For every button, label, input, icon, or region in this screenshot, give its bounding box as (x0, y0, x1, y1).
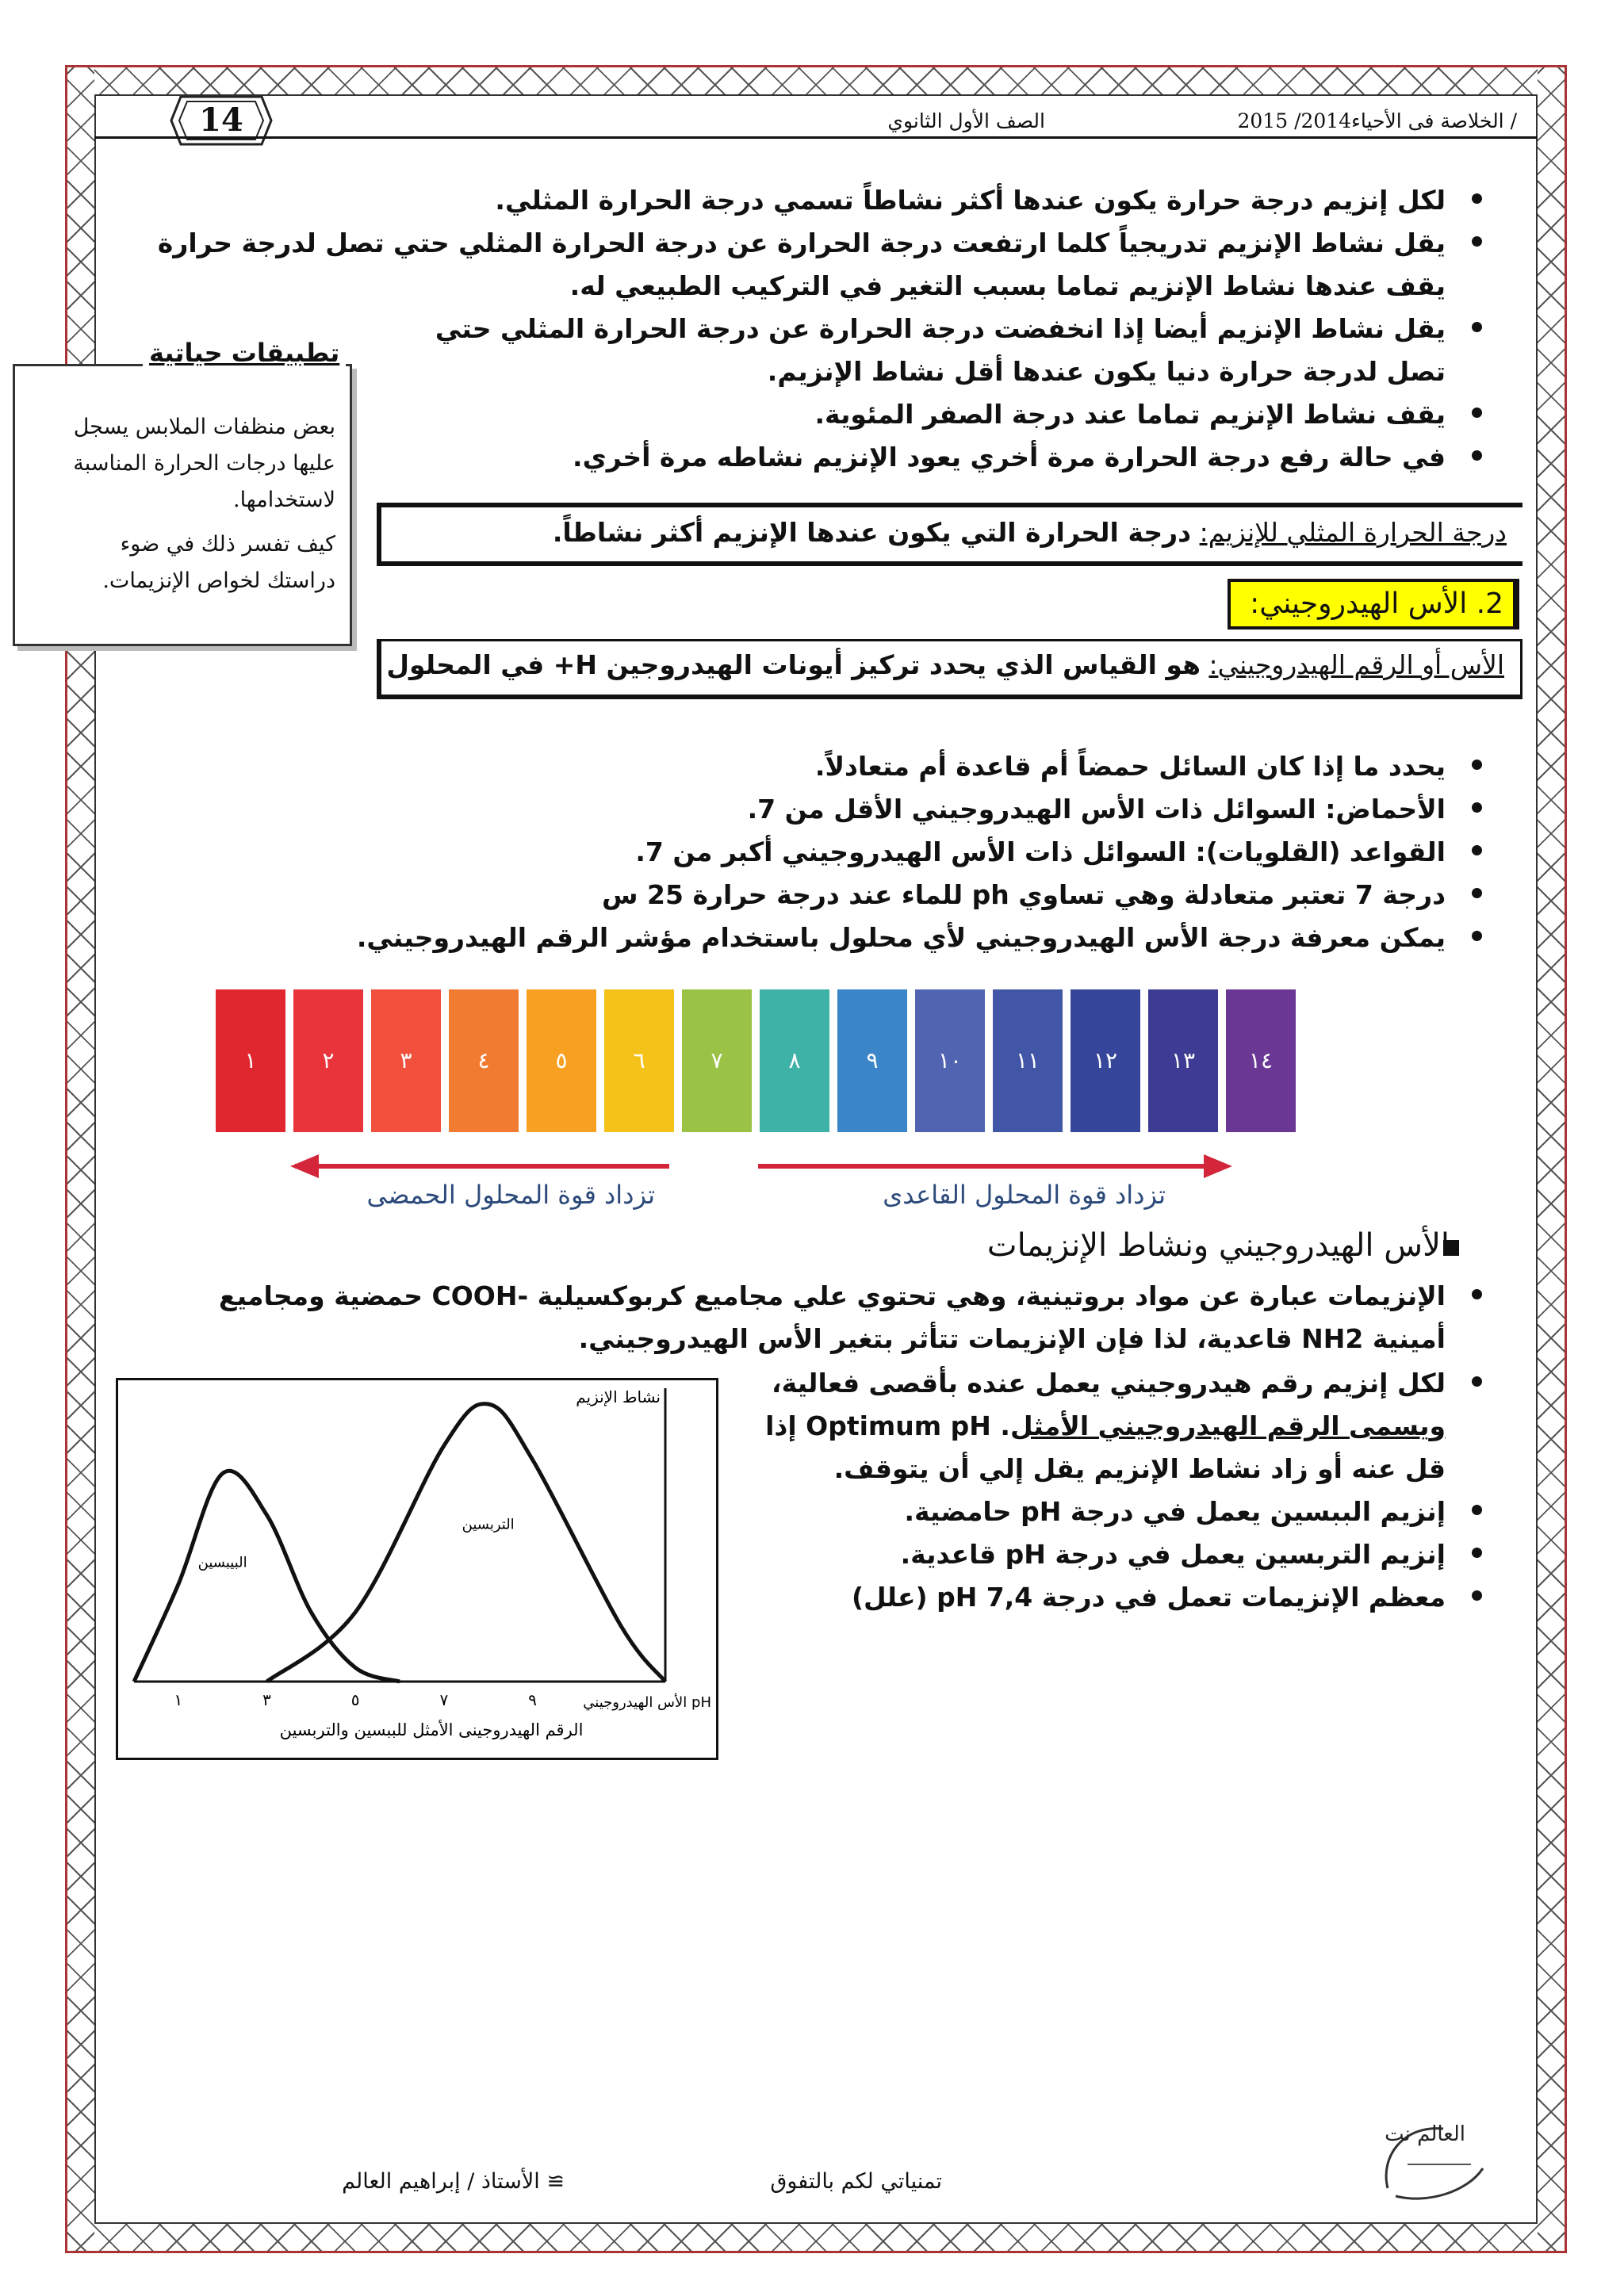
list-item: درجة 7 تعتبر متعادلة وهي تساوي ph للماء عند درجة حرارة 25 س (145, 874, 1446, 916)
ph-cell: ١٤ (1226, 989, 1296, 1132)
life-applications-title: تطبيقات حياتية (143, 338, 346, 368)
book-title: / الخلاصة فى الأحياء2014/ 2015 (1237, 109, 1517, 132)
ph-definition (377, 639, 1522, 699)
x-tick-label: ٧ (439, 1690, 449, 1709)
ph-cell: ١ (216, 989, 285, 1132)
enzyme-bullets-intro (145, 1275, 1446, 1360)
footer-wish: تمنياتي لكم بالتفوق (770, 2169, 942, 2194)
bullet-icon (1472, 408, 1482, 418)
list-item: الأحماض: السوائل ذات الأس الهيدروجيني الأقل من 7. (145, 788, 1446, 831)
ph-cell: ٨ (760, 989, 829, 1132)
definition-text: هو القياس الذي يحدد تركيز أيونات الهيدروجين H+ في المحلول (386, 649, 1201, 680)
section-heading: الأس الهيدروجيني ونشاط الإنزيمات (986, 1227, 1450, 1264)
bullet-icon (1472, 845, 1482, 855)
list-item: يقل نشاط الإنزيم أيضا إذا انخفضت درجة الحرارة عن درجة الحرارة المثلي حتي تصل لدرجة حرارة دنيا يكون عندها أقل نشاط الإنزيم. (145, 308, 1446, 393)
list-item: لكل إنزيم رقم هيدروجيني يعمل عنده بأقصى فعالية، ويسمى الرقم الهيدروجيني الأمثل. Optimum pH إذا قل عنه أو زاد نشاط الإنزيم يقل إلي أن يتوقف. (581, 1362, 1446, 1490)
ph-cell: ٢ (293, 989, 363, 1132)
list-item: القواعد (القلويات): السوائل ذات الأس الهيدروجيني أكبر من 7. (145, 831, 1446, 874)
x-tick-label: ١ (174, 1690, 183, 1709)
side-box-line: عليها درجات الحرارة المناسبة (73, 451, 335, 476)
list-item: الإنزيمات عبارة عن مواد بروتينية، وهي تحتوي علي مجاميع كربوكسيلية -COOH حمضية ومجاميع أمينية NH2 قاعدية، لذا فإن الإنزيمات تتأثر بتغير الأس الهيدروجيني. (145, 1275, 1446, 1360)
signature-text: العالم نت (1385, 2122, 1465, 2146)
definition-term: الأس أو الرقم الهيدروجيني: (1208, 649, 1504, 680)
bullet-icon (1472, 1289, 1482, 1299)
definition-text: درجة الحرارة التي يكون عندها الإنزيم أكثر نشاطاً. (552, 517, 1192, 548)
acid-arrow (295, 1164, 669, 1169)
bullet-icon (1472, 450, 1482, 461)
list-item: يحدد ما إذا كان السائل حمضاً أم قاعدة أم متعادلاً. (145, 745, 1446, 788)
x-tick-label: ٩ (528, 1690, 537, 1709)
bullet-icon (1472, 760, 1482, 770)
bullet-icon (1472, 931, 1482, 941)
bullet-icon (1472, 888, 1482, 898)
list-item: إنزيم التربسين يعمل في درجة pH قاعدية. (581, 1533, 1446, 1576)
border-pattern-bottom (67, 2224, 1565, 2251)
chart-plot (118, 1380, 716, 1758)
ph-cell: ١٢ (1071, 989, 1140, 1132)
ph-cell: ٥ (527, 989, 596, 1132)
base-arrow (758, 1164, 1210, 1169)
bullet-icon (1472, 1590, 1482, 1601)
signature-logo (1372, 2093, 1491, 2212)
list-item: لكل إنزيم درجة حرارة يكون عندها أكثر نشاطاً تسمي درجة الحرارة المثلي. (145, 179, 1446, 222)
ph-cell: ١٣ (1148, 989, 1218, 1132)
chart-caption: الرقم الهيدروجينى الأمثل للببسين والتربسين (279, 1720, 584, 1739)
ph-bullets (145, 745, 1446, 959)
ph-cell: ٦ (604, 989, 674, 1132)
list-item: يمكن معرفة درجة الأس الهيدروجيني لأي محلول باستخدام مؤشر الرقم الهيدروجيني. (145, 916, 1446, 959)
y-axis-label: نشاط الإنزيم (576, 1387, 661, 1406)
optimum-temperature-definition (377, 503, 1522, 566)
definition-term: درجة الحرارة المثلي للإنزيم: (1199, 517, 1507, 548)
side-box-line: لاستخدامها. (233, 488, 335, 512)
bullet-icon (1472, 193, 1482, 204)
grade-label: الصف الأول الثانوي (887, 109, 1045, 132)
series-line-trypsin (267, 1404, 666, 1682)
signature-icon (1372, 2093, 1491, 2212)
series-line-pepsin (134, 1471, 400, 1682)
ph-cell: ١١ (993, 989, 1063, 1132)
base-caption: تزداد قوة المحلول القاعدى (883, 1180, 1166, 1210)
arrow-left-icon (290, 1154, 319, 1178)
footer-teacher: ≅ الأستاذ / إبراهيم العالم (342, 2169, 565, 2194)
ph-cell: ٩ (837, 989, 907, 1132)
arrow-right-icon (1204, 1154, 1232, 1178)
x-tick-label: ٥ (350, 1690, 360, 1709)
bullet-icon (1472, 236, 1482, 247)
optimum-ph-term: ويسمى الرقم الهيدروجيني الأمثل (1009, 1410, 1446, 1441)
border-pattern-right (1538, 67, 1565, 2251)
ph-cell: ٧ (682, 989, 752, 1132)
ph-cell: ٣ (371, 989, 441, 1132)
series-label: التربسين (462, 1516, 515, 1533)
side-box-line: كيف تفسر ذلك في ضوء (120, 532, 335, 557)
section-2-title: 2. الأس الهيدروجيني: (1228, 579, 1519, 629)
ph-cell: ١٠ (915, 989, 985, 1132)
acid-caption: تزداد قوة المحلول الحمضى (366, 1180, 655, 1210)
bullet-icon (1472, 1505, 1482, 1515)
bullet-icon (1472, 802, 1482, 813)
bullet-icon (1472, 322, 1482, 332)
list-item: يقف نشاط الإنزيم تماما عند درجة الصفر المئوية. (145, 393, 1446, 436)
x-tick-label: ٣ (262, 1690, 271, 1709)
x-axis-label: الأس الهيدروجيني pH (583, 1694, 711, 1711)
series-label: البيبسين (197, 1554, 247, 1571)
ph-cell: ٤ (449, 989, 519, 1132)
enzyme-ph-chart (116, 1378, 718, 1760)
border-pattern-top (67, 67, 1565, 94)
bullet-icon (1472, 1376, 1482, 1387)
header-rule (94, 136, 1538, 139)
side-box-line: بعض منظفات الملابس يسجل (73, 415, 335, 439)
side-box-line: دراستك لخواص الإنزيمات. (102, 568, 335, 593)
list-item: يقل نشاط الإنزيم تدريجياً كلما ارتفعت درجة الحرارة عن درجة الحرارة المثلي حتي تصل لدرجة حرارة يقف عندها نشاط الإنزيم تماما بسبب التغير في التركيب الطبيعي له. (145, 222, 1446, 308)
bullet-icon (1472, 1548, 1482, 1558)
life-applications-box (13, 364, 352, 646)
list-item: في حالة رفع درجة الحرارة مرة أخري يعود الإنزيم نشاطه مرة أخري. (145, 436, 1446, 479)
list-item: إنزيم الببسين يعمل في درجة pH حامضية. (581, 1490, 1446, 1533)
page-number: 14 (199, 101, 243, 139)
list-item: معظم الإنزيمات تعمل في درجة pH 7,4 (علل) (581, 1576, 1446, 1619)
